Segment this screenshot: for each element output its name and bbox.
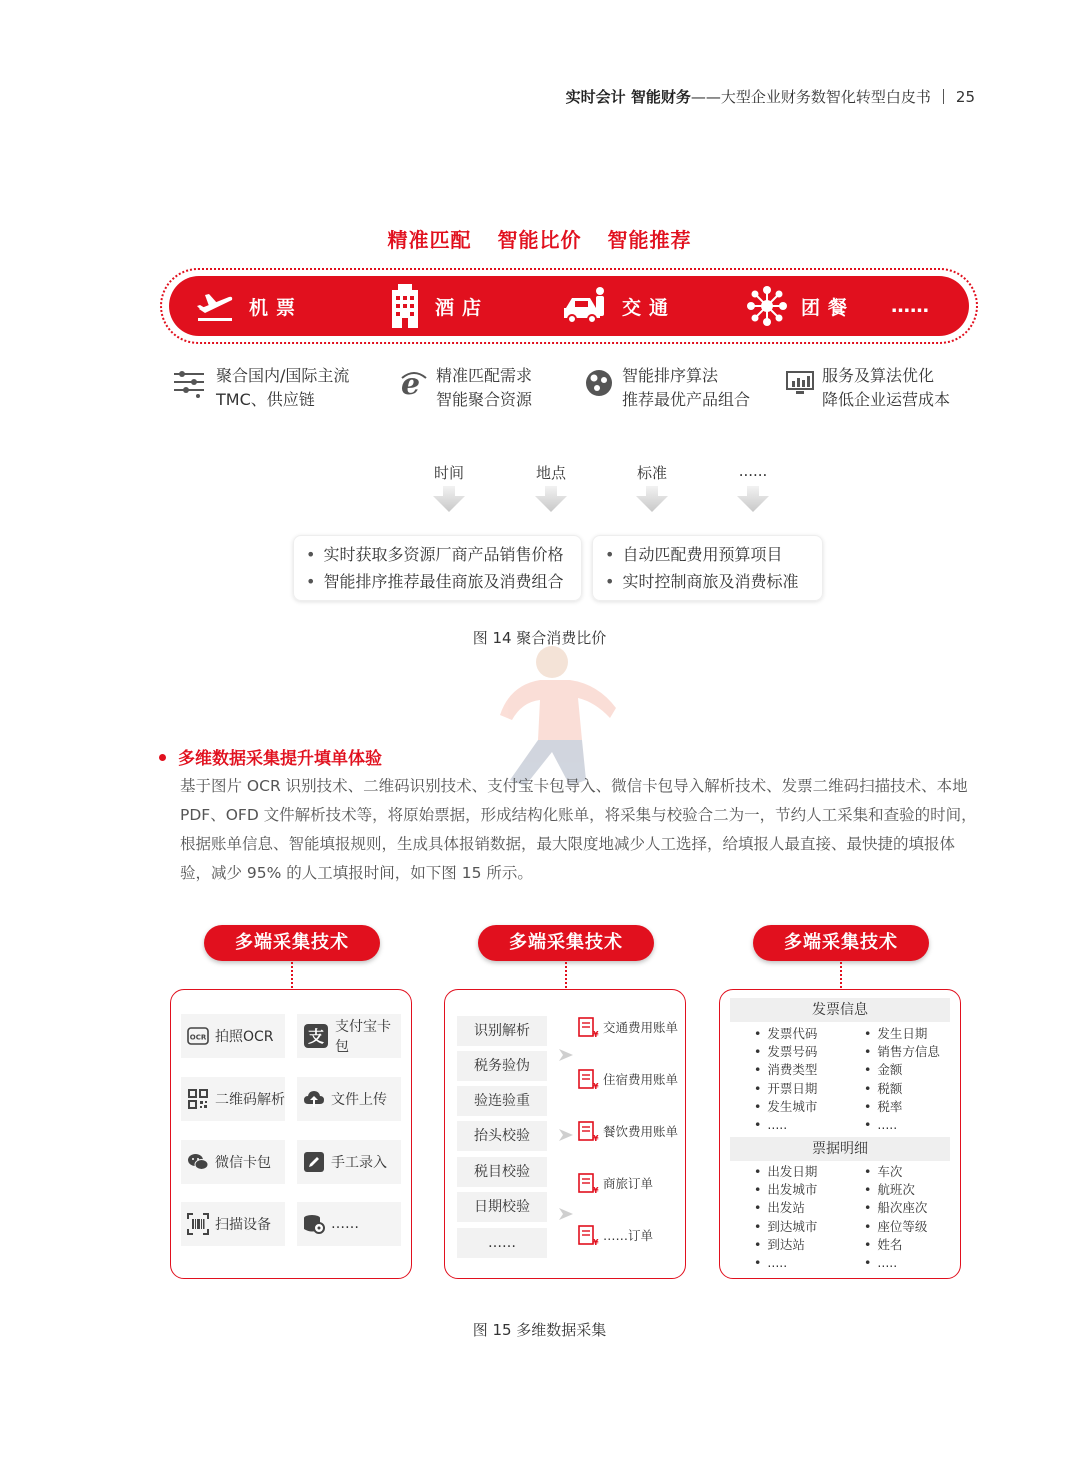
dimension-standard: 标准 [636, 464, 667, 482]
flow-arrow-icon [559, 1208, 573, 1220]
feature-line1: 服务及算法优化 [822, 366, 935, 385]
tile-manual [297, 1140, 401, 1184]
field-item: • 出发站 [754, 1199, 817, 1217]
feature-aggregate [172, 364, 349, 412]
step-item: 抬头校验 [457, 1121, 547, 1151]
tile-scanner [181, 1202, 285, 1246]
field-item: • 销售方信息 [864, 1043, 940, 1061]
tile-label: …… [331, 1216, 359, 1232]
category-label: …… [891, 295, 929, 317]
flow-arrow-icon [559, 1049, 573, 1061]
feature-text [436, 364, 532, 412]
field-item: • 出发城市 [754, 1181, 817, 1199]
field-item: • 出发日期 [754, 1163, 817, 1181]
tile-ocr [181, 1014, 285, 1058]
field-item: • 发生日期 [864, 1025, 940, 1043]
ticket-header: 票据明细 [730, 1137, 950, 1161]
ticket-fields-right [864, 1163, 927, 1272]
category-flight [195, 276, 303, 336]
svg-text:¥: ¥ [593, 1186, 599, 1195]
field-item: • ..... [864, 1116, 940, 1134]
svg-text:OCR: OCR [189, 1033, 207, 1042]
card-item: • 实时获取多资源厂商产品销售价格 [306, 541, 581, 568]
bullet-dot [159, 754, 166, 761]
category-label: 团餐 [801, 296, 856, 319]
step-item: 验连验重 [457, 1086, 547, 1116]
header-title-rest: ——大型企业财务数智化转型白皮书 [690, 88, 931, 106]
field-item: • 消费类型 [754, 1061, 817, 1079]
tile-label: 文件上传 [331, 1092, 387, 1108]
field-item: • ..... [864, 1254, 927, 1272]
invoice-fields-left [754, 1025, 817, 1134]
category-label: 酒店 [435, 296, 490, 319]
section-title [159, 744, 382, 769]
algorithm-icon [584, 366, 614, 400]
category-label: 交通 [622, 296, 677, 319]
bill-item [577, 1068, 678, 1090]
step-item: …… [457, 1228, 547, 1258]
category-label: 机票 [249, 296, 304, 319]
connector-line [291, 962, 293, 988]
collection-tech-pill: 多端采集技术 [478, 925, 654, 961]
svg-text:¥: ¥ [593, 1238, 599, 1247]
down-arrow-icon [737, 486, 769, 512]
tile-wechat [181, 1140, 285, 1184]
connector-line [840, 962, 842, 988]
field-item: • 税率 [864, 1098, 940, 1116]
category-hotel [389, 276, 489, 336]
category-banner [169, 276, 969, 336]
dimension-more: ...... [738, 462, 768, 480]
fig15-caption: 图 15 多维数据采集 [472, 1321, 607, 1339]
bill-label: 住宿费用账单 [603, 1072, 679, 1087]
feature-text [622, 364, 750, 412]
bill-label: 餐饮费用账单 [603, 1124, 679, 1139]
down-arrow-icon [535, 486, 567, 512]
bill-label: ……订单 [603, 1228, 654, 1243]
field-item: • 姓名 [864, 1236, 927, 1254]
dimension-time: 时间 [433, 464, 464, 482]
fig14-title: 精准匹配 智能比价 智能推荐 [387, 228, 692, 252]
bill-label: 交通费用账单 [603, 1020, 679, 1035]
bill-item [577, 1172, 653, 1194]
collection-methods-panel [170, 989, 412, 1279]
feature-line1: 精准匹配需求 [436, 366, 533, 385]
field-item: • 发生城市 [754, 1098, 817, 1116]
field-item: • 到达城市 [754, 1218, 817, 1236]
feature-optimize [786, 364, 950, 412]
dimension-place: 地点 [535, 464, 566, 482]
fig14-card-left [293, 535, 582, 601]
browser-e-icon [400, 366, 428, 400]
feature-match [400, 364, 532, 412]
bill-icon [577, 1016, 597, 1038]
field-item: • 发票号码 [754, 1043, 817, 1061]
field-item: • 税额 [864, 1080, 940, 1098]
tile-qrcode [181, 1077, 285, 1121]
bill-icon [577, 1068, 597, 1090]
runner-watermark-icon [470, 640, 620, 790]
step-item: 识别解析 [457, 1016, 547, 1046]
fig14-caption: 图 14 聚合消费比价 [472, 629, 607, 647]
car-icon [562, 286, 608, 326]
field-item: • 金额 [864, 1061, 940, 1079]
alipay-icon [303, 1023, 329, 1049]
feature-line2: 降低企业运营成本 [822, 390, 951, 409]
feature-line1: 聚合国内/国际主流 [216, 366, 350, 385]
field-item: • ..... [754, 1116, 817, 1134]
invoice-header: 发票信息 [730, 998, 950, 1022]
header-divider [943, 89, 944, 104]
field-item: • ..... [754, 1254, 817, 1272]
feature-algorithm [584, 364, 750, 412]
wechat-icon [187, 1151, 209, 1173]
hotel-icon [389, 284, 421, 328]
verification-panel [444, 989, 686, 1279]
svg-text:¥: ¥ [593, 1082, 599, 1091]
data-fields-panel [719, 989, 961, 1279]
page-header [566, 86, 975, 107]
tile-label: 手工录入 [331, 1155, 387, 1171]
tile-label: 扫描设备 [215, 1217, 271, 1233]
bill-label: 商旅订单 [603, 1176, 654, 1191]
svg-text:e: e [401, 367, 421, 402]
field-item: • 开票日期 [754, 1080, 817, 1098]
bill-item [577, 1224, 653, 1246]
bill-item [577, 1120, 678, 1142]
fig14-card-right [592, 535, 823, 601]
tile-label: 拍照OCR [215, 1029, 274, 1045]
svg-text:支: 支 [307, 1027, 325, 1046]
tile-label: 二维码解析 [215, 1092, 285, 1108]
feature-line2: 智能聚合资源 [436, 390, 533, 409]
step-item: 日期校验 [457, 1192, 547, 1222]
bill-icon [577, 1172, 597, 1194]
card-item: • 实时控制商旅及消费标准 [605, 568, 822, 595]
airplane-icon [195, 289, 235, 323]
ticket-fields-left [754, 1163, 817, 1272]
database-icon [303, 1213, 325, 1235]
step-item: 税目校验 [457, 1157, 547, 1187]
ocr-icon [187, 1025, 209, 1047]
feature-text [216, 364, 349, 412]
tile-alipay [297, 1014, 401, 1058]
field-item: • 船次座次 [864, 1199, 927, 1217]
aggregate-icon [172, 366, 206, 400]
category-catering [747, 276, 855, 336]
down-arrow-icon [636, 486, 668, 512]
cloud-upload-icon [303, 1088, 325, 1110]
connector-line [565, 962, 567, 988]
page-number: 25 [955, 88, 975, 106]
pen-icon [303, 1151, 325, 1173]
monitor-chart-icon [786, 366, 814, 400]
flow-arrow-icon [559, 1129, 573, 1141]
bill-item [577, 1016, 678, 1038]
svg-text:¥: ¥ [593, 1134, 599, 1143]
header-title-bold: 实时会计 智能财务 [565, 88, 691, 106]
field-item: • 航班次 [864, 1181, 927, 1199]
field-item: • 到达站 [754, 1236, 817, 1254]
card-item: • 智能排序推荐最佳商旅及消费组合 [306, 568, 581, 595]
down-arrow-icon [433, 486, 465, 512]
qrcode-icon [187, 1088, 209, 1110]
network-icon [747, 286, 787, 326]
field-item: • 发票代码 [754, 1025, 817, 1043]
bill-icon [577, 1224, 597, 1246]
section-title-text: 多维数据采集提升填单体验 [178, 749, 382, 769]
feature-line2: 推荐最优产品组合 [622, 390, 751, 409]
svg-text:¥: ¥ [593, 1030, 599, 1039]
collection-tech-pill: 多端采集技术 [204, 925, 380, 961]
scanner-icon [187, 1213, 209, 1235]
invoice-fields-right [864, 1025, 940, 1134]
tile-label: 支付宝卡包 [335, 1019, 391, 1055]
feature-line1: 智能排序算法 [622, 366, 719, 385]
tile-more [297, 1202, 401, 1246]
bill-icon [577, 1120, 597, 1142]
step-item: 税务验伪 [457, 1051, 547, 1081]
feature-line2: TMC、供应链 [216, 390, 315, 409]
card-item: • 自动匹配费用预算项目 [605, 541, 822, 568]
category-transport [562, 276, 676, 336]
category-more [891, 276, 929, 336]
collection-tech-pill: 多端采集技术 [753, 925, 929, 961]
tile-label: 微信卡包 [215, 1155, 271, 1171]
section-body: 基于图片 OCR 识别技术、二维码识别技术、支付宝卡包导入、微信卡包导入解析技术、发票二维码扫描技术、本地 PDF、OFD 文件解析技术等，将原始票据，形成结构化账单，将采集与校验合二为一，节约人工采集和查验的时间，根据账单信息、智能填报规则，生成具体报销数据，最大限度地减少人工选择，给填报人最直接、最快捷的填报体验，减少 95% 的人工填报时间，如下图 15 所示。 [180, 777, 977, 882]
field-item: • 座位等级 [864, 1218, 927, 1236]
tile-upload [297, 1077, 401, 1121]
field-item: • 车次 [864, 1163, 927, 1181]
feature-text [822, 364, 950, 412]
